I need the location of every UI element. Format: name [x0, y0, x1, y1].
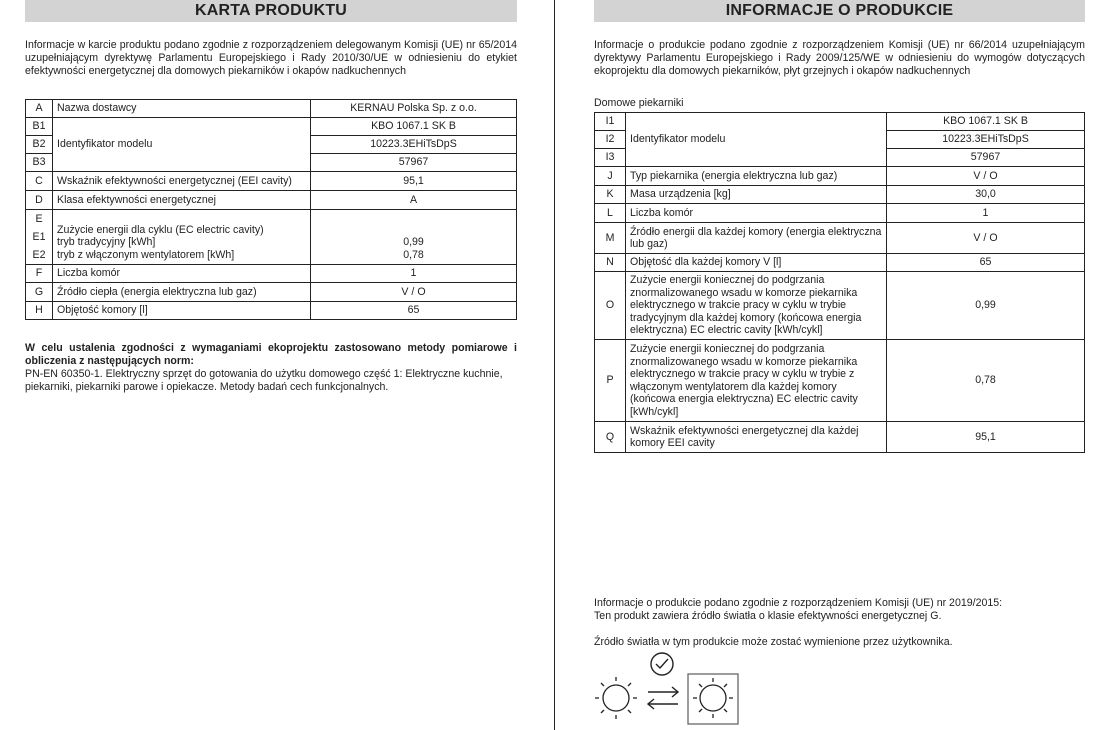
row-label: Źródło energii dla każdej komory (energia elektryczna lub gaz) — [626, 223, 887, 254]
product-sheet-column — [25, 0, 517, 394]
row-value: KBO 1067.1 SK B — [887, 113, 1085, 131]
intro-paragraph: Informacje w karcie produktu podano zgodnie z rozporządzeniem delegowanym Komisji (UE) nr 65/2014 uzupełniającym dyrektywę Parlamentu Europejskiego i Rady 2010/30/UE w odniesieniu do etykiet efektywności energetycznej dla domowych piekarników i okapów nadkuchennych — [25, 39, 517, 77]
row-value: 30,0 — [887, 186, 1085, 204]
row-code — [26, 210, 53, 265]
page-title: KARTA PRODUKTU — [194, 2, 348, 19]
conventional-mode-label: tryb tradycyjny [kWh] — [57, 236, 156, 248]
row-code: O — [595, 272, 626, 340]
row-label: Masa urządzenia [kg] — [626, 186, 887, 204]
row-value: V / O — [311, 283, 517, 302]
table-row — [595, 223, 1085, 254]
table-row — [26, 191, 517, 210]
checkmark-circle-icon — [651, 653, 673, 675]
row-code: B1 — [26, 118, 53, 136]
lighting-replaceable-text: Źródło światła w tym produkcie może zostać wymienione przez użytkownika. — [594, 636, 953, 648]
table-row — [26, 100, 517, 118]
row-code: L — [595, 204, 626, 223]
title-bar — [594, 0, 1085, 22]
light-source-icon — [595, 677, 637, 719]
product-sheet-table — [25, 99, 517, 320]
table-row — [595, 340, 1085, 422]
table-row — [26, 302, 517, 320]
row-code-e2: E2 — [32, 249, 46, 261]
row-value: 95,1 — [311, 172, 517, 191]
row-code-e: E — [35, 213, 43, 225]
row-code: A — [26, 100, 53, 118]
row-value: 95,1 — [887, 422, 1085, 453]
row-code: H — [26, 302, 53, 320]
row-value: KERNAU Polska Sp. z o.o. — [311, 100, 517, 118]
row-value: KBO 1067.1 SK B — [311, 118, 517, 136]
table-row — [595, 186, 1085, 204]
row-value: V / O — [887, 167, 1085, 186]
replaceable-light-source-icon — [688, 674, 738, 724]
row-label: Wskaźnik efektywności energetycznej dla każdej komory EEI cavity — [626, 422, 887, 453]
intro-paragraph: Informacje o produkcie podano zgodnie z rozporządzeniem Komisji (UE) nr 66/2014 uzupełniającym dyrektywy Parlamentu Europejskiego i Rady 2009/125/WE w odniesieniu do wymogów dotyczących ekoprojektu dla domowych piekarników, płyt grzejnych i okapów nadkuchennych — [594, 39, 1085, 77]
swap-arrows-icon — [648, 687, 678, 709]
row-code-e1: E1 — [32, 231, 46, 243]
row-value: V / O — [887, 223, 1085, 254]
table-row — [595, 204, 1085, 223]
table-row — [595, 272, 1085, 340]
page-title: INFORMACJE O PRODUKCIE — [725, 2, 954, 19]
row-code: K — [595, 186, 626, 204]
table-row — [595, 113, 1085, 131]
row-code: I3 — [595, 149, 626, 167]
row-code: Q — [595, 422, 626, 453]
row-value: 1 — [311, 265, 517, 283]
row-value: 10223.3EHiTsDpS — [887, 131, 1085, 149]
product-info-table — [594, 112, 1085, 453]
row-label: Wskaźnik efektywności energetycznej (EEI cavity) — [53, 172, 311, 191]
row-value: 65 — [311, 302, 517, 320]
row-label — [53, 210, 311, 265]
row-value: 0,99 — [887, 272, 1085, 340]
row-value: 10223.3EHiTsDpS — [311, 136, 517, 154]
row-value: 57967 — [887, 149, 1085, 167]
lighting-regulation-text: Informacje o produkcie podano zgodnie z rozporządzeniem Komisji (UE) nr 2019/2015: — [594, 597, 1003, 609]
row-value: A — [311, 191, 517, 210]
table-row — [595, 422, 1085, 453]
row-label: Źródło ciepła (energia elektryczna lub gaz) — [53, 283, 311, 302]
row-label: Zużycie energii koniecznej do podgrzania znormalizowanego wsadu w komorze piekarnika elektrycznego w trakcie pracy w cyklu w trybie z włączonym wentylatorem dla każdej komory (końcowa energia elektryczna) EC electric cavity [kWh/cykl] — [626, 340, 887, 422]
methods-heading: W celu ustalenia zgodności z wymaganiami ekoprojektu zastosowano metody pomiarowe i obliczenia z następujących norm: — [25, 342, 517, 367]
table-row — [595, 254, 1085, 272]
row-code: B3 — [26, 154, 53, 172]
row-code: I2 — [595, 131, 626, 149]
row-label: Liczba komór — [626, 204, 887, 223]
fan-mode-value: 0,78 — [403, 248, 424, 261]
row-label: Liczba komór — [53, 265, 311, 283]
row-code: B2 — [26, 136, 53, 154]
product-info-column — [594, 0, 1085, 453]
light-source-replaceable-pictogram — [592, 650, 742, 726]
row-code: F — [26, 265, 53, 283]
column-divider — [554, 0, 555, 730]
row-code: I1 — [595, 113, 626, 131]
table-row — [26, 210, 517, 265]
row-value — [311, 210, 517, 265]
fan-mode-label: tryb z włączonym wentylatorem [kWh] — [57, 248, 235, 261]
row-code: M — [595, 223, 626, 254]
row-code: N — [595, 254, 626, 272]
table-row — [26, 118, 517, 136]
row-code: P — [595, 340, 626, 422]
row-label: Identyfikator modelu — [626, 113, 887, 167]
measurement-methods — [25, 342, 517, 394]
table-caption: Domowe piekarniki — [594, 97, 684, 109]
lighting-info — [594, 597, 1085, 649]
table-row — [26, 283, 517, 302]
conventional-mode-value: 0,99 — [403, 236, 424, 248]
methods-text: PN-EN 60350-1. Elektryczny sprzęt do gotowania do użytku domowego część 1: Elektryczne kuchnie, piekarniki, piekarniki parowe i opiekacze. Metody badań cech funkcjonalnych. — [25, 368, 503, 393]
energy-cycle-label: Zużycie energii dla cyklu (EC electric cavity) — [57, 223, 264, 236]
lighting-class-text: Ten produkt zawiera źródło światła o klasie efektywności energetycznej G. — [594, 610, 942, 622]
row-label: Identyfikator modelu — [53, 118, 311, 172]
row-label: Objętość dla każdej komory V [l] — [626, 254, 887, 272]
table-row — [595, 167, 1085, 186]
row-code: J — [595, 167, 626, 186]
row-code: G — [26, 283, 53, 302]
table-row — [26, 265, 517, 283]
table-row — [26, 172, 517, 191]
row-code: C — [26, 172, 53, 191]
row-value: 65 — [887, 254, 1085, 272]
row-label: Nazwa dostawcy — [53, 100, 311, 118]
row-code: D — [26, 191, 53, 210]
row-label: Typ piekarnika (energia elektryczna lub gaz) — [626, 167, 887, 186]
row-label: Klasa efektywności energetycznej — [53, 191, 311, 210]
row-label: Objętość komory [l] — [53, 302, 311, 320]
row-value: 0,78 — [887, 340, 1085, 422]
row-value: 57967 — [311, 154, 517, 172]
row-label: Zużycie energii koniecznej do podgrzania znormalizowanego wsadu w komorze piekarnika elektrycznego w trakcie pracy w cyklu w trybie tradycyjnym dla każdej komory (końcowa energia elektryczna) EC electric cavity [kWh/cykl] — [626, 272, 887, 340]
title-bar — [25, 0, 517, 22]
row-value: 1 — [887, 204, 1085, 223]
